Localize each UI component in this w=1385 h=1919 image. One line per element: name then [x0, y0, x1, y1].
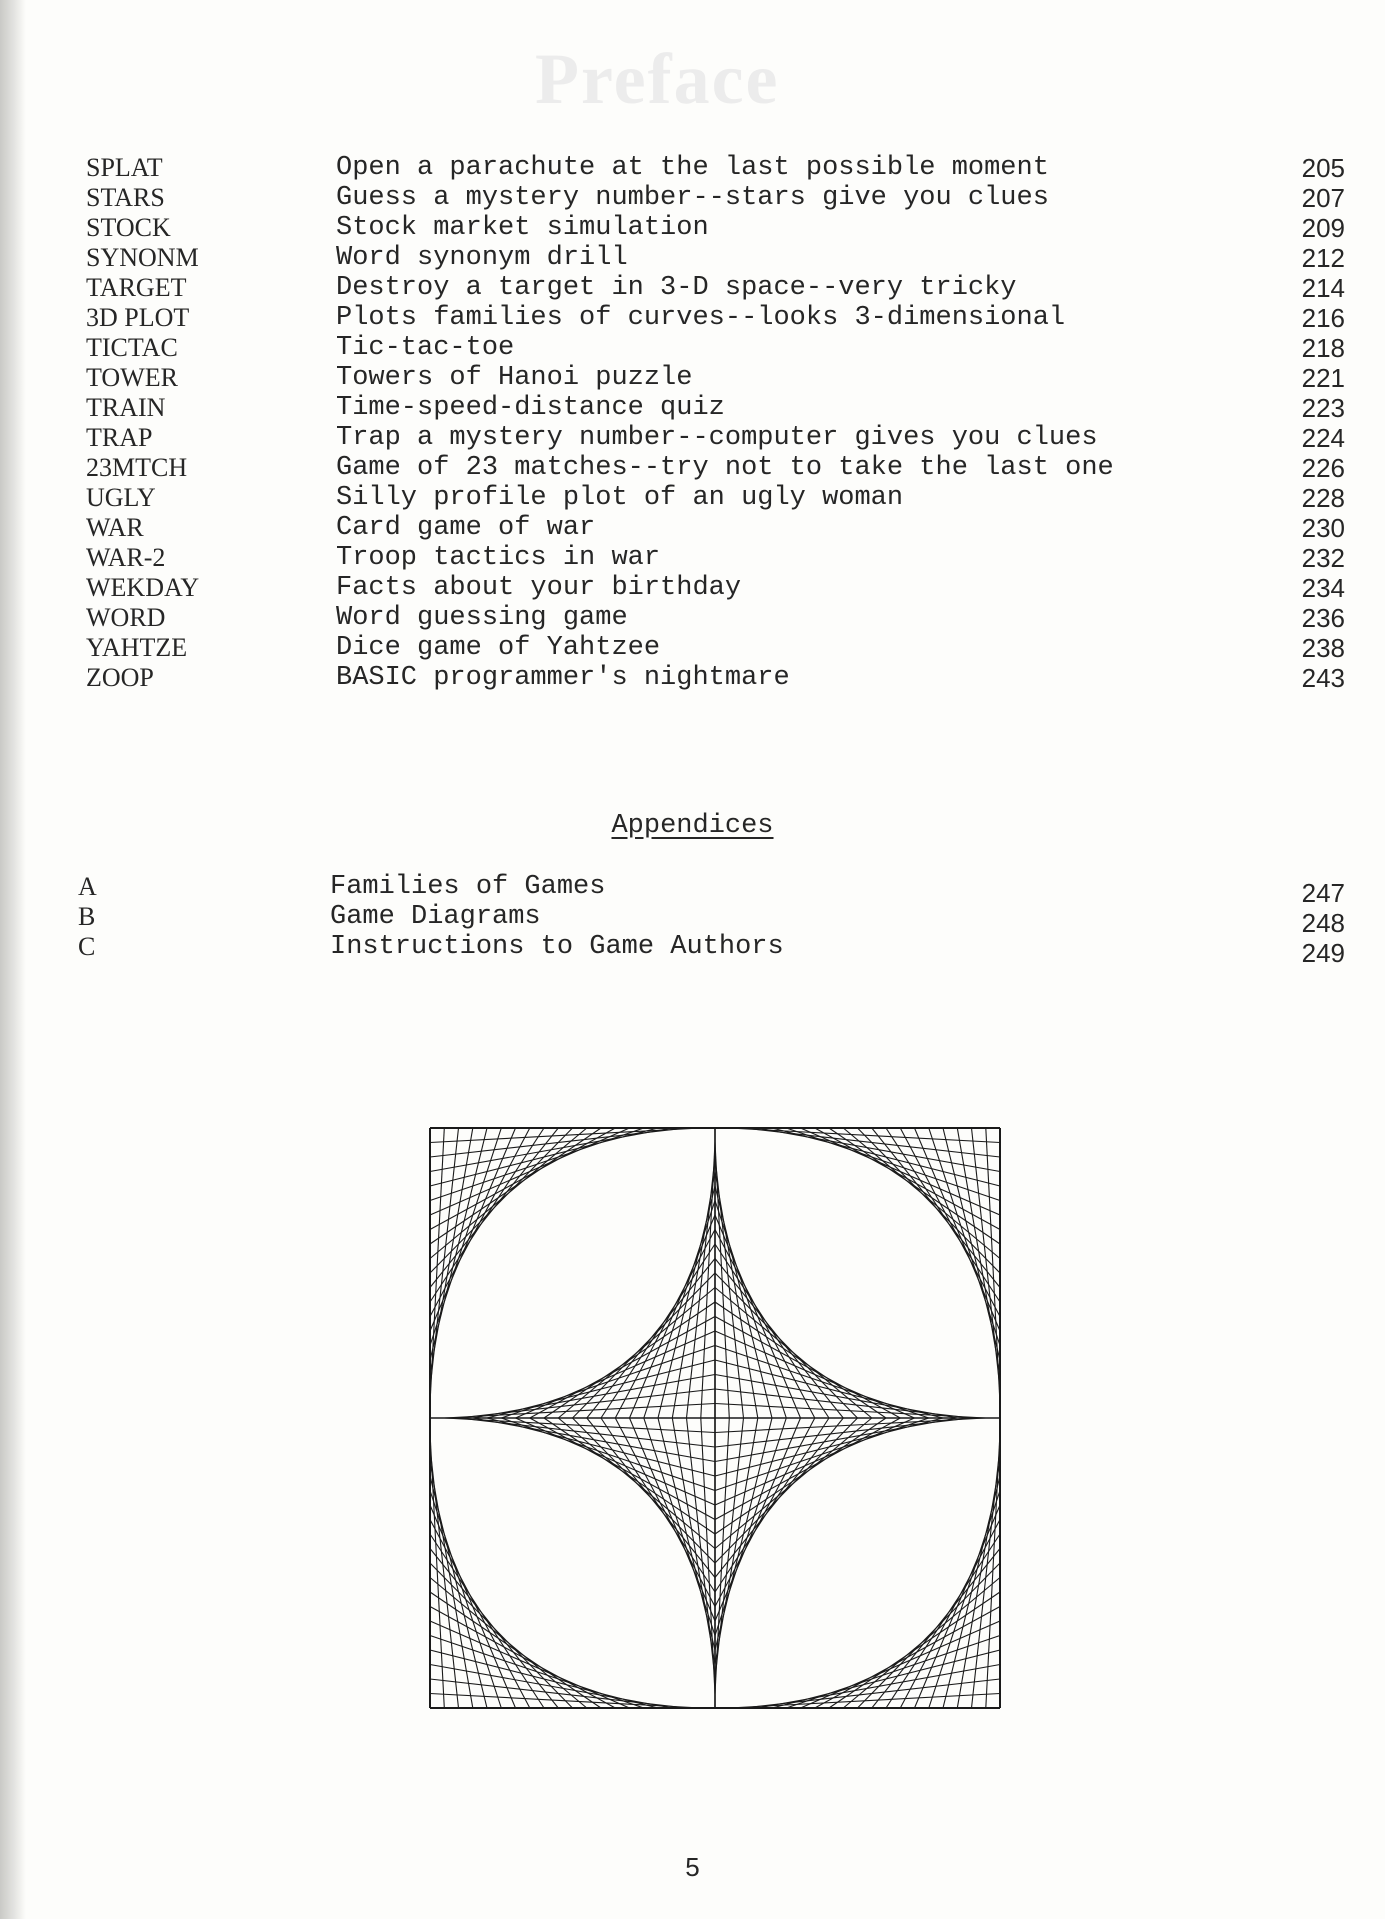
toc-program-name: ZOOP: [86, 663, 154, 692]
toc-page-number: 226: [1301, 453, 1345, 483]
toc-program-name: 3D PLOT: [86, 303, 190, 332]
toc-page-number: 214: [1301, 273, 1345, 303]
figure-line: [430, 1128, 701, 1143]
toc-row: [0, 243, 1385, 273]
toc-description: Card game of war: [336, 513, 596, 543]
string-art-astroid-icon: [420, 1118, 1010, 1718]
appendix-letter: A: [78, 872, 97, 901]
toc-row: [0, 363, 1385, 393]
toc-description: Destroy a target in 3-D space--very tricky: [336, 273, 1017, 303]
figure-line: [715, 1418, 972, 1447]
appendix-letter: B: [78, 902, 96, 931]
figure-line: [430, 1665, 672, 1709]
toc-page-number: 209: [1301, 213, 1345, 243]
toc-page-number: 218: [1301, 333, 1345, 363]
toc-description: Tic-tac-toe: [336, 333, 515, 363]
toc-program-name: SPLAT: [86, 153, 163, 182]
toc-description: Word synonym drill: [336, 243, 628, 273]
toc-row: [0, 543, 1385, 573]
bleed-through-title: Preface: [535, 39, 780, 119]
toc-program-name: 23MTCH: [86, 453, 188, 482]
toc-row: [0, 633, 1385, 663]
toc-description: Game of 23 matches--try not to take the last one: [336, 453, 1114, 483]
appendices-list: [0, 872, 1385, 968]
toc-program-name: UGLY: [86, 483, 156, 512]
figure-line: [444, 1404, 715, 1419]
toc-description: BASIC programmer's nightmare: [336, 663, 790, 693]
toc-page-number: 234: [1301, 573, 1345, 603]
toc-program-name: YAHTZE: [86, 633, 188, 662]
toc-page-number: 224: [1301, 423, 1345, 453]
toc-row: [0, 573, 1385, 603]
toc-description: Time-speed-distance quiz: [336, 393, 725, 423]
figure-line: [729, 1128, 1000, 1143]
toc-page-number: 243: [1301, 663, 1345, 693]
toc-page-number: 223: [1301, 393, 1345, 423]
toc-page-number: 238: [1301, 633, 1345, 663]
appendix-title: Instructions to Game Authors: [330, 932, 784, 962]
toc-row: [0, 393, 1385, 423]
toc-row: [0, 663, 1385, 693]
appendix-page-number: 248: [1301, 908, 1345, 938]
page-number: 5: [685, 1852, 700, 1882]
toc-page-number: 216: [1301, 303, 1345, 333]
toc-program-name: TRAIN: [86, 393, 166, 422]
figure-line: [430, 1679, 687, 1708]
toc-row: [0, 423, 1385, 453]
toc-page-number: 228: [1301, 483, 1345, 513]
toc-program-name: TICTAC: [86, 333, 178, 362]
figure-line: [715, 1375, 957, 1419]
toc-program-name: TRAP: [86, 423, 153, 452]
figure-line: [715, 1404, 986, 1419]
toc-description: Facts about your birthday: [336, 573, 742, 603]
figure-line: [744, 1128, 1001, 1157]
toc-description: Silly profile plot of an ugly woman: [336, 483, 904, 513]
toc-program-name: TARGET: [86, 273, 187, 302]
figure-line: [473, 1418, 715, 1462]
toc-page-number: 230: [1301, 513, 1345, 543]
toc-description: Plots families of curves--looks 3-dimensional: [336, 303, 1066, 333]
appendix-page-number: 247: [1301, 878, 1345, 908]
toc-description: Guess a mystery number--stars give you clues: [336, 183, 1049, 213]
figure-line: [715, 1418, 957, 1462]
appendices-heading-text: Appendices: [611, 811, 774, 841]
figure-line: [744, 1679, 1001, 1708]
toc-description: Troop tactics in war: [336, 543, 661, 573]
toc-row: [0, 603, 1385, 633]
figure-line: [444, 1418, 715, 1433]
figure-line: [430, 1128, 687, 1157]
toc-page-number: 207: [1301, 183, 1345, 213]
toc-row: [0, 513, 1385, 543]
figure-line: [459, 1418, 716, 1447]
toc-row: [0, 303, 1385, 333]
appendix-page-number: 249: [1301, 938, 1345, 968]
toc-program-name: WEKDAY: [86, 573, 200, 602]
toc-row: [0, 213, 1385, 243]
toc-description: Open a parachute at the last possible moment: [336, 153, 1049, 183]
toc-row: [0, 183, 1385, 213]
toc-program-name: WAR: [86, 513, 144, 542]
toc-description: Dice game of Yahtzee: [336, 633, 661, 663]
toc-description: Word guessing game: [336, 603, 628, 633]
toc-row: [0, 483, 1385, 513]
toc-program-name: STOCK: [86, 213, 171, 242]
appendix-title: Game Diagrams: [330, 902, 541, 932]
toc-row: [0, 333, 1385, 363]
appendix-letter: C: [78, 932, 96, 961]
toc-page-number: 221: [1301, 363, 1345, 393]
appendices-heading: [0, 810, 1385, 842]
toc-program-name: SYNONM: [86, 243, 199, 272]
toc-page-number: 232: [1301, 543, 1345, 573]
figure-line: [473, 1375, 715, 1419]
appendix-row: [0, 902, 1385, 938]
toc-row: [0, 453, 1385, 483]
toc-program-name: TOWER: [86, 363, 178, 392]
figure-line: [729, 1694, 1000, 1709]
figure-line: [459, 1389, 716, 1418]
toc-page-number: 205: [1301, 153, 1345, 183]
figure-line: [758, 1665, 1000, 1709]
toc-page-number: 236: [1301, 603, 1345, 633]
appendix-title: Families of Games: [330, 872, 606, 902]
figure-line: [430, 1128, 672, 1172]
toc-list: [0, 153, 1385, 693]
toc-description: Towers of Hanoi puzzle: [336, 363, 693, 393]
toc-description: Stock market simulation: [336, 213, 709, 243]
toc-program-name: STARS: [86, 183, 165, 212]
appendix-row: [0, 872, 1385, 908]
toc-row: [0, 273, 1385, 303]
figure-line: [715, 1389, 972, 1418]
toc-program-name: WAR-2: [86, 543, 166, 572]
toc-program-name: WORD: [86, 603, 166, 632]
toc-row: [0, 153, 1385, 183]
toc-page-number: 212: [1301, 243, 1345, 273]
figure-line: [715, 1418, 986, 1433]
figure-line: [758, 1128, 1000, 1172]
toc-description: Trap a mystery number--computer gives you clues: [336, 423, 1098, 453]
appendix-row: [0, 932, 1385, 968]
figure-line: [430, 1694, 701, 1709]
